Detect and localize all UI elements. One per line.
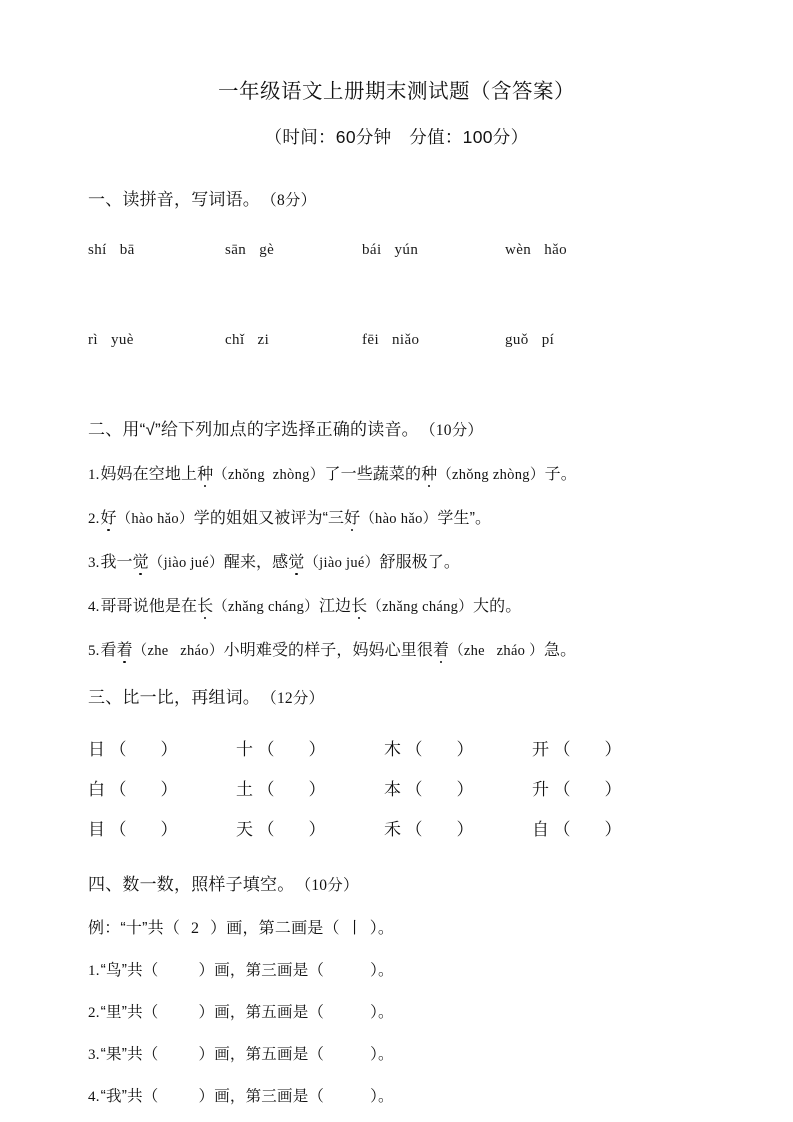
section-three-heading: [88, 683, 723, 708]
pinyin-group: [362, 242, 505, 259]
pronunciation-options[interactable]: （hào hǎo）: [360, 511, 438, 527]
question-text: 学的姐姐又被评为“三: [193, 510, 345, 527]
pinyin-group: [505, 242, 642, 259]
question-text: 了一些蔬菜的: [324, 466, 422, 483]
question-text: 看: [100, 642, 117, 659]
word-building-row: [88, 760, 723, 800]
item-tail: ）。: [370, 1046, 394, 1063]
total-strokes-label: 共（: [127, 1004, 159, 1021]
emphasis-dot-character: 长: [351, 593, 367, 616]
answer-paren-close: ）: [456, 820, 474, 839]
stroke-count-item: [88, 980, 723, 1022]
emphasis-dot-character: 着: [433, 637, 449, 660]
answer-paren-open: （: [553, 740, 571, 759]
word-building-cell[interactable]: [236, 735, 384, 760]
stroke-count-item: [88, 1064, 723, 1106]
example-char: “十”: [120, 920, 148, 937]
answer-paren-open: （: [109, 740, 127, 759]
answer-paren-open: （: [553, 820, 571, 839]
question-number: 1.: [88, 467, 100, 483]
prompt-character: 白: [88, 780, 106, 799]
target-character: “果”: [100, 1046, 128, 1063]
answer-paren-close: ）: [308, 740, 326, 759]
prompt-character: 开: [532, 740, 550, 759]
word-building-cell[interactable]: [88, 735, 236, 760]
question-number: 3.: [88, 555, 100, 571]
total-strokes-label: 共（: [127, 962, 159, 979]
section-two-score: （10分）: [427, 422, 484, 439]
question-text: 我一: [100, 554, 133, 571]
pinyin-syllable: chǐ: [225, 332, 245, 348]
item-number: 2.: [88, 1005, 100, 1021]
section-two-heading: [88, 415, 723, 440]
word-building-grid: [88, 708, 723, 840]
pronunciation-options[interactable]: （jiào jué）: [304, 555, 380, 571]
section-two-title: 二、用“√”给下列加点的字选择正确的读音。: [88, 420, 419, 439]
question-text: 子。: [544, 466, 577, 483]
pinyin-syllable: hǎo: [544, 242, 568, 258]
answer-paren-close: ）: [308, 780, 326, 799]
question-number: 5.: [88, 643, 100, 659]
pinyin-syllable: gè: [259, 242, 275, 258]
pronunciation-options[interactable]: （zhe zháo ）: [449, 643, 544, 659]
total-strokes-label: 共（: [127, 1046, 159, 1063]
example-answer-total: 2: [190, 920, 200, 937]
nth-stroke-label: ）画，第五画是（: [198, 1004, 325, 1021]
emphasis-dot-character: 好: [100, 505, 116, 528]
example-label: 例：: [88, 920, 121, 937]
pinyin-syllable: wèn: [505, 242, 532, 258]
word-building-row: [88, 800, 723, 840]
answer-paren-close: ）: [160, 780, 178, 799]
answer-paren-open: （: [257, 740, 275, 759]
section-four-score: （10分）: [303, 877, 359, 894]
answer-paren-open: （: [257, 820, 275, 839]
answer-paren-open: （: [109, 780, 127, 799]
word-building-cell[interactable]: [532, 735, 680, 760]
prompt-character: 本: [384, 780, 402, 799]
answer-paren-close: ）: [160, 820, 178, 839]
reading-question: [88, 528, 723, 572]
prompt-character: 升: [532, 780, 550, 799]
prompt-character: 十: [236, 740, 254, 759]
page-title: 一年级语文上册期末测试题（含答案）: [218, 80, 575, 103]
reading-question: [88, 484, 723, 528]
answer-paren-open: （: [109, 820, 127, 839]
question-text: 大的。: [473, 598, 522, 615]
total-strokes-label: 共（: [127, 1088, 159, 1105]
item-number: 1.: [88, 963, 100, 979]
pinyin-row-2: [88, 259, 723, 349]
pronunciation-options[interactable]: （hào hǎo）: [116, 511, 194, 527]
pinyin-group: [362, 332, 505, 349]
word-building-cell[interactable]: [236, 775, 384, 800]
pinyin-group: [88, 242, 225, 259]
prompt-character: 目: [88, 820, 106, 839]
emphasis-dot-character: 好: [344, 505, 360, 528]
prompt-character: 土: [236, 780, 254, 799]
emphasis-dot-character: 觉: [133, 549, 149, 572]
word-building-cell[interactable]: [88, 775, 236, 800]
pinyin-group: [225, 242, 362, 259]
word-building-cell[interactable]: [532, 815, 680, 840]
section-two-question-list: [88, 440, 723, 660]
pinyin-syllable: fēi: [362, 332, 380, 348]
pinyin-syllable: rì: [88, 332, 98, 348]
stroke-example-line: [88, 895, 723, 938]
prompt-character: 自: [532, 820, 550, 839]
question-text: 妈妈在空地上: [100, 466, 198, 483]
answer-paren-close: ）: [308, 820, 326, 839]
prompt-character: 天: [236, 820, 254, 839]
prompt-character: 禾: [384, 820, 402, 839]
question-text: 学生”。: [437, 510, 492, 527]
target-character: “里”: [100, 1004, 128, 1021]
pinyin-syllable: niǎo: [392, 332, 420, 348]
pinyin-group: [505, 332, 642, 349]
pinyin-syllable: shí: [88, 242, 107, 258]
word-building-row: [88, 720, 723, 760]
nth-stroke-label: ）画，第三画是（: [198, 1088, 325, 1105]
question-text: 江边: [318, 598, 352, 615]
section-three-word-building: [88, 660, 723, 840]
emphasis-dot-character: 着: [117, 637, 133, 660]
example-total-label: 共（: [147, 920, 181, 937]
section-four-heading: [88, 870, 723, 895]
question-text: 急。: [543, 642, 577, 659]
reading-question: [88, 440, 723, 484]
page-subtitle: （时间：60分钟 分值：100分）: [264, 127, 529, 147]
word-building-cell[interactable]: [384, 815, 532, 840]
pinyin-group: [88, 332, 225, 349]
nth-stroke-label: ）画，第三画是（: [198, 962, 325, 979]
answer-paren-close: ）: [604, 740, 622, 759]
pronunciation-options[interactable]: （zhǒng zhòng）: [437, 467, 545, 483]
word-building-cell[interactable]: [384, 775, 532, 800]
stroke-count-item: [88, 938, 723, 980]
question-number: 2.: [88, 511, 100, 527]
answer-paren-close: ）: [456, 780, 474, 799]
question-text: 小明难受的样子，妈妈心里很: [223, 642, 433, 659]
reading-question: [88, 572, 723, 616]
answer-paren-close: ）: [604, 780, 622, 799]
pinyin-syllable: bā: [119, 242, 135, 258]
section-four-stroke-count: [88, 840, 723, 1106]
pinyin-group: [225, 332, 362, 349]
example-mid-text: ）画，第二画是（: [210, 920, 340, 937]
pinyin-syllable: pí: [541, 332, 555, 348]
pronunciation-options[interactable]: （zhǎng cháng）: [213, 599, 319, 615]
pronunciation-options[interactable]: （jiào jué）: [148, 555, 224, 571]
question-text: 舒服极了。: [379, 554, 460, 571]
item-tail: ）。: [370, 962, 394, 979]
pronunciation-options[interactable]: （zhe zháo）: [132, 643, 224, 659]
section-two-readings: [88, 349, 723, 660]
nth-stroke-label: ）画，第五画是（: [198, 1046, 325, 1063]
answer-paren-open: （: [405, 780, 423, 799]
example-tail: ）。: [369, 920, 395, 937]
question-number: 4.: [88, 599, 100, 615]
section-one-title: 一、读拼音，写词语。: [88, 190, 260, 209]
stroke-item-list: [88, 938, 723, 1106]
item-number: 3.: [88, 1047, 100, 1063]
example-answer-stroke: 丨: [346, 920, 363, 937]
question-text: 哥哥说他是在: [100, 598, 198, 615]
emphasis-dot-character: 觉: [288, 549, 304, 572]
item-tail: ）。: [370, 1088, 394, 1105]
pinyin-syllable: guǒ: [505, 332, 529, 348]
word-building-cell[interactable]: [384, 735, 532, 760]
pronunciation-options[interactable]: （zhǒng zhòng）: [213, 467, 325, 483]
emphasis-dot-character: 长: [197, 593, 213, 616]
prompt-character: 木: [384, 740, 402, 759]
prompt-character: 日: [88, 740, 106, 759]
item-number: 4.: [88, 1089, 100, 1105]
answer-paren-open: （: [405, 820, 423, 839]
section-one-heading: [88, 185, 723, 210]
item-tail: ）。: [370, 1004, 394, 1021]
word-building-cell[interactable]: [236, 815, 384, 840]
word-building-cell[interactable]: [532, 775, 680, 800]
word-building-cell[interactable]: [88, 815, 236, 840]
emphasis-dot-character: 种: [197, 461, 213, 484]
section-three-score: （12分）: [269, 690, 325, 707]
answer-paren-close: ）: [160, 740, 178, 759]
pinyin-syllable: yún: [394, 242, 419, 258]
section-one-pinyin: [88, 149, 723, 349]
emphasis-dot-character: 种: [421, 461, 437, 484]
answer-paren-open: （: [257, 780, 275, 799]
pronunciation-options[interactable]: （zhǎng cháng）: [367, 599, 474, 615]
question-text: 醒来，感: [223, 554, 289, 571]
target-character: “鸟”: [100, 962, 128, 979]
answer-paren-open: （: [553, 780, 571, 799]
pinyin-row-1: [88, 210, 723, 259]
pinyin-syllable: bái: [362, 242, 382, 258]
section-one-score: （8分）: [269, 192, 317, 209]
answer-paren-close: ）: [456, 740, 474, 759]
answer-paren-close: ）: [604, 820, 622, 839]
target-character: “我”: [100, 1088, 128, 1105]
stroke-count-item: [88, 1022, 723, 1064]
pinyin-syllable: yuè: [110, 332, 134, 348]
section-four-title: 四、数一数，照样子填空。: [88, 875, 295, 894]
reading-question: [88, 616, 723, 660]
pinyin-syllable: sān: [225, 242, 247, 258]
section-three-title: 三、比一比，再组词。: [88, 688, 260, 707]
pinyin-syllable: zi: [257, 332, 270, 348]
answer-paren-open: （: [405, 740, 423, 759]
